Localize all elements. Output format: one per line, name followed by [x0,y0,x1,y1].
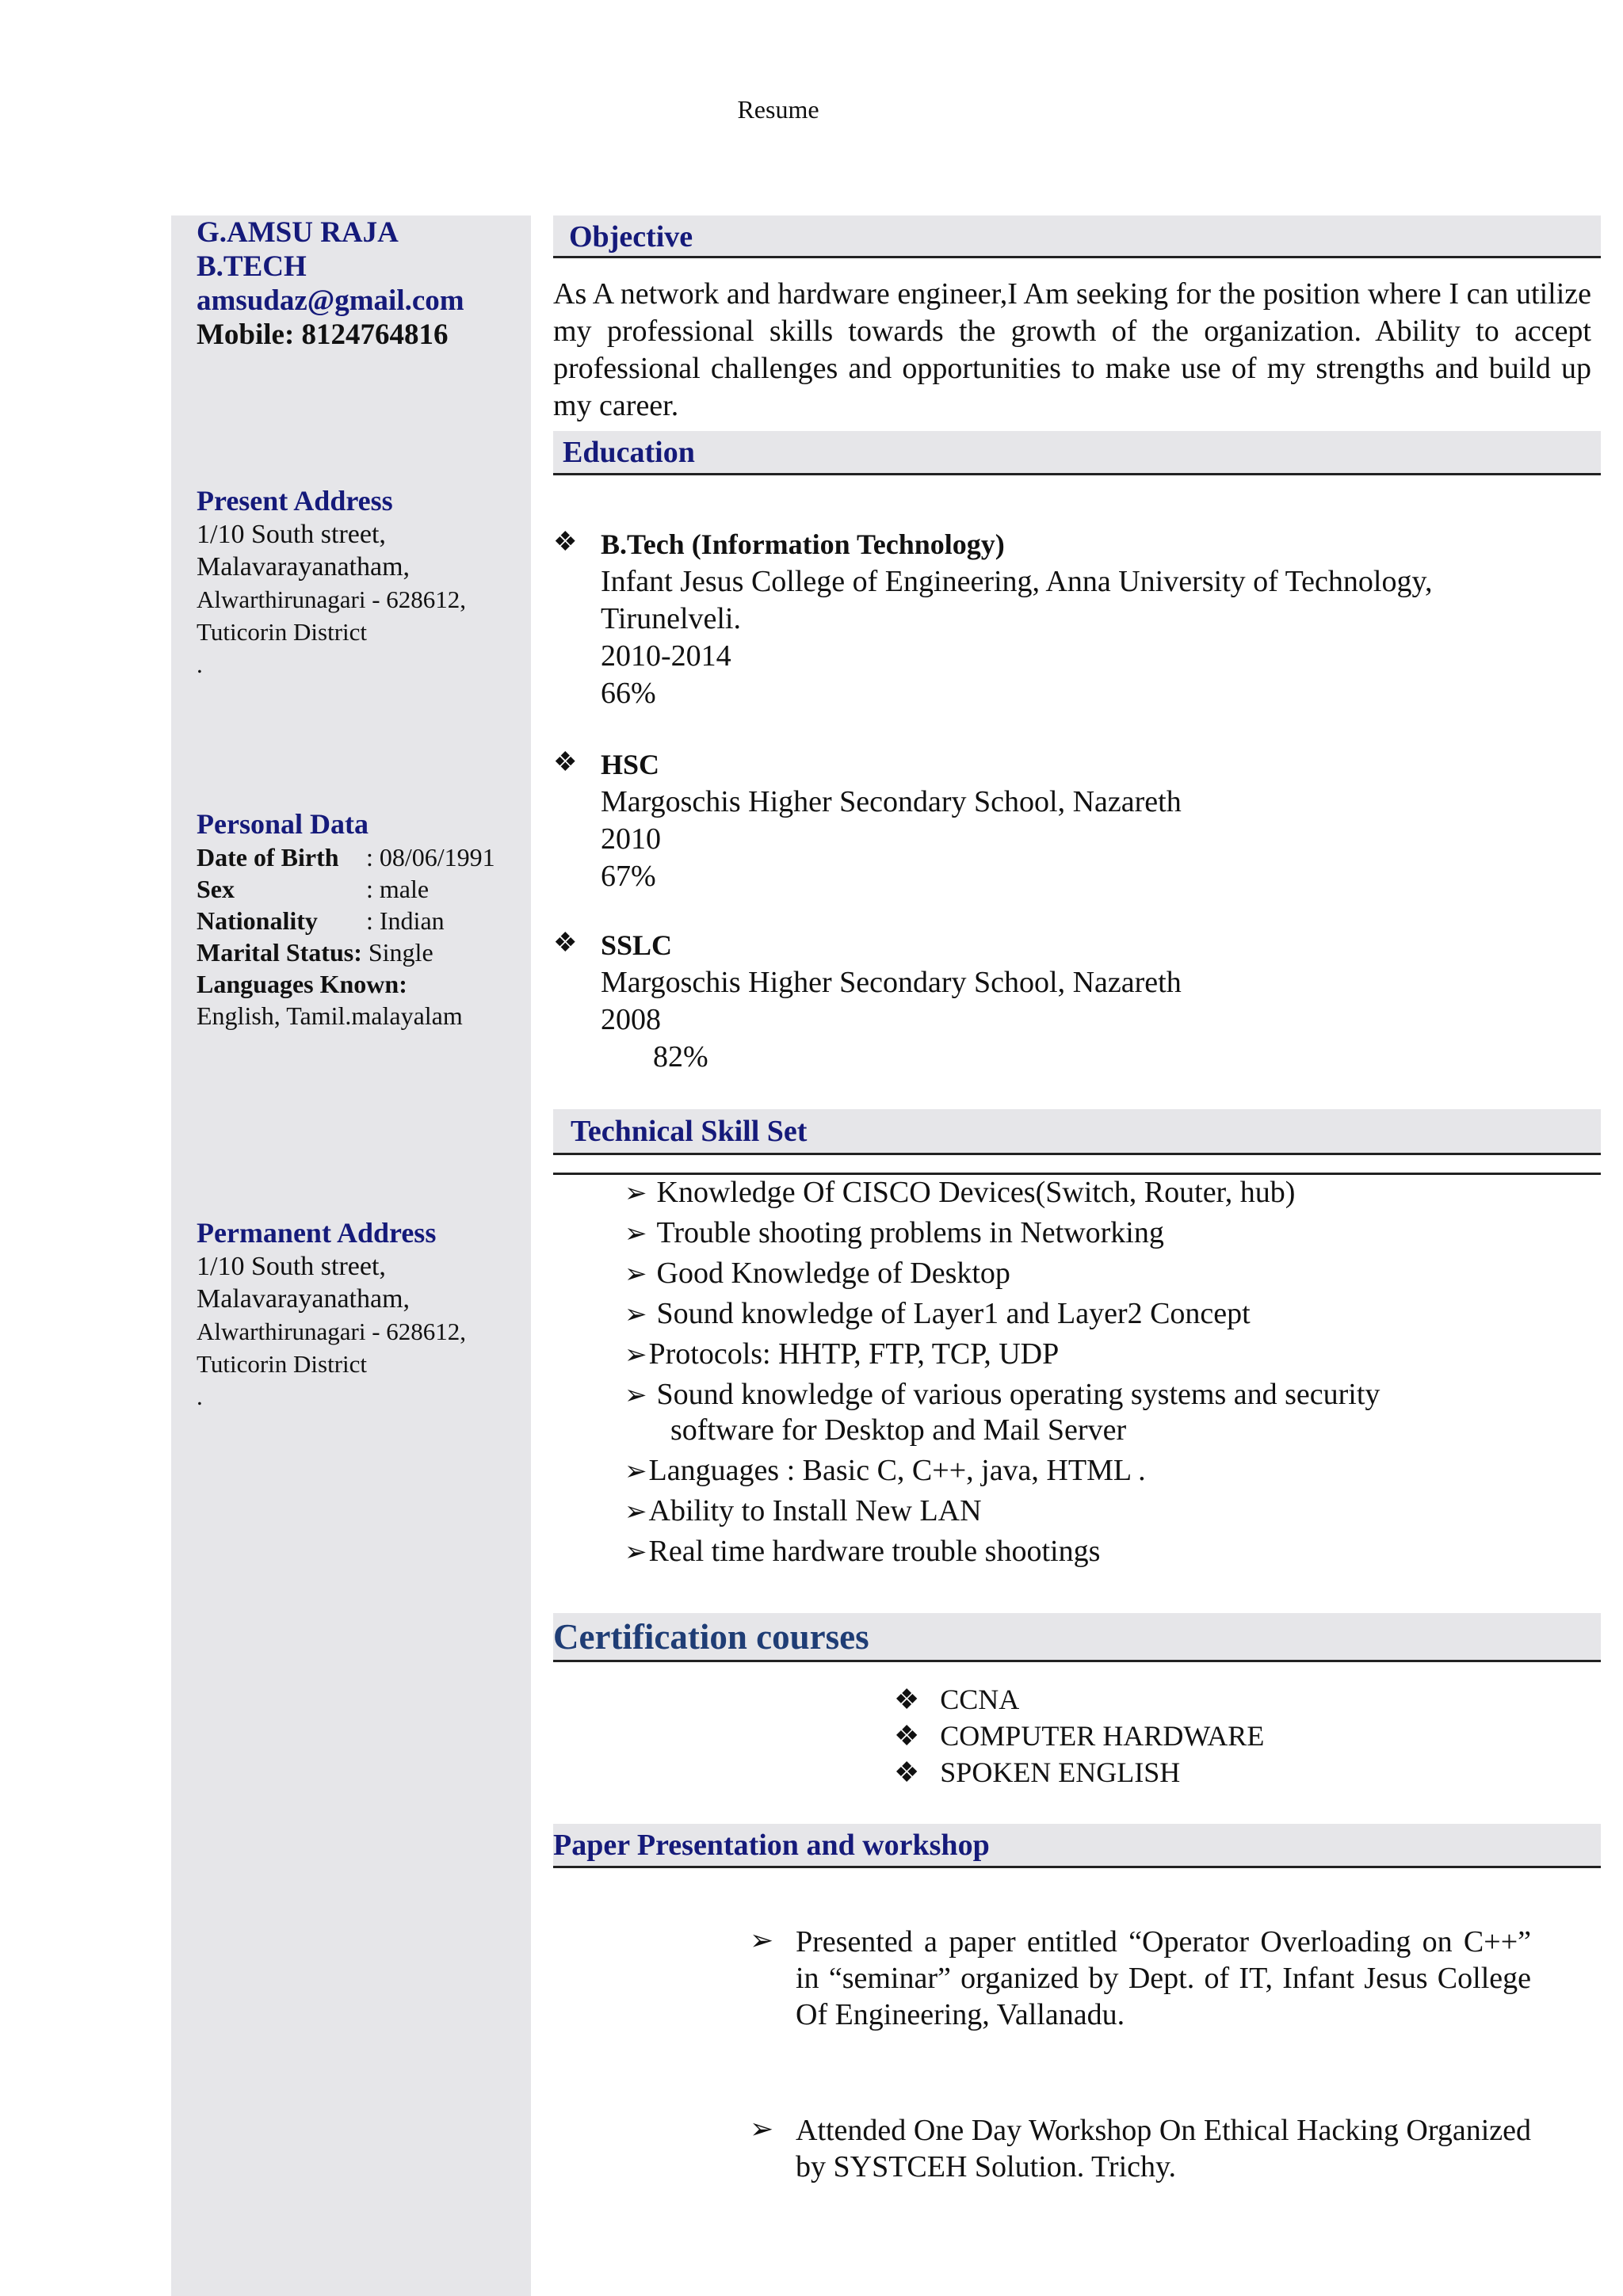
contact-block [197,215,529,352]
skill-item-continuation: software for Desktop and Mail Server [670,1413,1127,1447]
skill-item: ➢ Sound knowledge of various operating systems and security [624,1376,1380,1414]
permanent-address-line: Malavarayanatham, [197,1284,411,1314]
education-line: Margoschis Higher Secondary School, Nazareth [601,785,1182,818]
dob-value: : 08/06/1991 [366,843,495,871]
diamond-bullet-icon: ❖ [553,748,578,777]
arrow-bullet-icon: ➢ [750,1924,774,1956]
education-line: Infant Jesus College of Engineering, Anna University of Technology, [601,565,1433,598]
education-line: 67% [601,860,656,893]
arrow-bullet-icon: ➢ [624,1381,647,1410]
education-line: 82% [653,1040,708,1074]
paper-text: Presented a paper entitled “Operator Overloading on C++” in “seminar” organized by Dept. of IT, Infant Jesus College Of Engineering, Vallanadu. [796,1925,1531,2031]
marital-value: Single [361,938,433,967]
sex-value: : male [366,875,430,903]
diamond-bullet-icon: ❖ [894,1720,920,1752]
skill-item: ➢Languages : Basic C, C++, java, HTML . [624,1452,1146,1490]
arrow-bullet-icon: ➢ [624,1457,647,1486]
present-address-block [197,483,529,681]
permanent-address-block [197,1215,529,1413]
dob-row [197,841,529,873]
education-line: 2010-2014 [601,639,731,673]
sex-label: Sex [197,875,235,903]
education-line: 2008 [601,1003,661,1036]
candidate-name: G.AMSU RAJA [197,216,399,249]
education-title: HSC [601,749,660,780]
diamond-bullet-icon: ❖ [553,528,578,557]
skills-heading: Technical Skill Set [553,1109,1601,1155]
dob-label: Date of Birth [197,843,339,871]
personal-data-heading: Personal Data [197,808,369,840]
skill-item: ➢Real time hardware trouble shootings [624,1533,1100,1571]
arrow-bullet-icon: ➢ [624,1179,647,1208]
permanent-address-line: Tuticorin District [197,1350,368,1378]
candidate-mobile: Mobile: 8124764816 [197,318,449,351]
document-title: Resume [737,95,819,124]
sex-row [197,873,529,905]
workshop-text: Attended One Day Workshop On Ethical Hacking Organized by SYSTCEH Solution. Trichy. [796,2114,1531,2183]
diamond-bullet-icon: ❖ [553,929,578,958]
permanent-address-line: . [197,1383,203,1410]
candidate-email[interactable]: amsudaz@gmail.com [197,284,464,317]
objective-text: As A network and hardware engineer,I Am seeking for the position where I can utilize my professional skills towards the growth of the organization. Ability to accept professional challenges and opportunities to make use of my strengths and build up my career. [553,277,1591,422]
arrow-bullet-icon: ➢ [624,1341,647,1370]
languages-value: English, Tamil.malayalam [197,1001,463,1030]
arrow-bullet-icon: ➢ [624,1538,647,1567]
certification-heading: Certification courses [553,1613,1601,1662]
arrow-bullet-icon: ➢ [624,1260,647,1289]
education-line: Tirunelveli. [601,602,741,635]
present-address-line: Malavarayanatham, [197,552,411,582]
education-line: Margoschis Higher Secondary School, Nazareth [601,966,1182,999]
arrow-bullet-icon: ➢ [750,2113,774,2145]
diamond-bullet-icon: ❖ [894,1756,920,1788]
personal-data-block [197,807,529,1032]
present-address-line: Tuticorin District [197,618,368,646]
sidebar [171,215,531,2296]
arrow-bullet-icon: ➢ [624,1219,647,1249]
skill-item: ➢Ability to Install New LAN [624,1493,982,1531]
marital-row [197,936,529,968]
papers-heading: Paper Presentation and workshop [553,1824,1601,1868]
languages-row [197,968,529,1000]
education-title: SSLC [601,929,673,961]
education-line: 2010 [601,822,661,856]
nationality-value: : Indian [366,906,445,935]
skill-item: ➢ Trouble shooting problems in Networking [624,1215,1164,1253]
present-address-line: . [197,650,203,678]
objective-heading: Objective [553,215,1601,258]
permanent-address-heading: Permanent Address [197,1217,437,1249]
education-heading: Education [553,431,1601,475]
present-address-line: 1/10 South street, [197,520,386,549]
skill-item: ➢ Good Knowledge of Desktop [624,1255,1010,1293]
arrow-bullet-icon: ➢ [624,1497,647,1527]
certification-item: ❖ CCNA [894,1684,1020,1715]
present-address-line: Alwarthirunagari - 628612, [197,585,467,613]
nationality-label: Nationality [197,906,318,935]
diamond-bullet-icon: ❖ [894,1684,920,1715]
arrow-bullet-icon: ➢ [624,1300,647,1329]
skill-item: ➢Protocols: HHTP, FTP, TCP, UDP [624,1336,1059,1374]
skill-item: ➢ Sound knowledge of Layer1 and Layer2 Concept [624,1295,1251,1333]
permanent-address-line: Alwarthirunagari - 628612, [197,1318,467,1345]
permanent-address-line: 1/10 South street, [197,1252,386,1281]
skill-item: ➢ Knowledge Of CISCO Devices(Switch, Router, hub) [624,1174,1295,1212]
certification-item: ❖ COMPUTER HARDWARE [894,1720,1265,1752]
languages-label: Languages Known: [197,970,407,998]
candidate-degree: B.TECH [197,250,307,283]
present-address-heading: Present Address [197,485,393,517]
education-line: 66% [601,677,656,710]
marital-label: Marital Status: [197,938,362,967]
education-title: B.Tech (Information Technology) [601,528,1005,560]
certification-item: ❖ SPOKEN ENGLISH [894,1756,1181,1788]
nationality-row [197,905,529,936]
